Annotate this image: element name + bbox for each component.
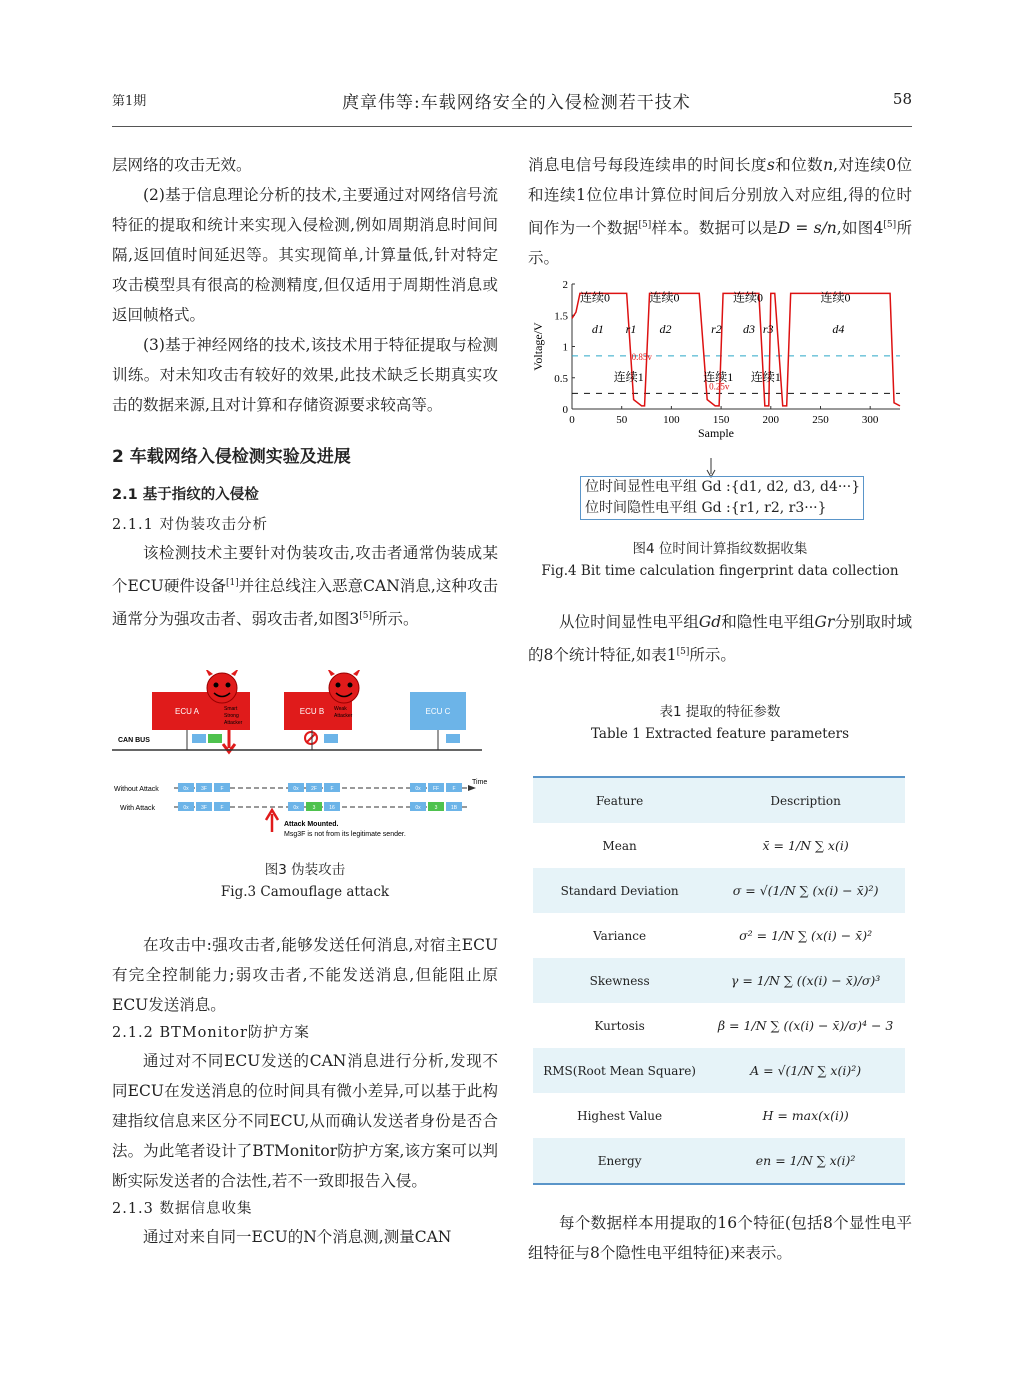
- table-row: [533, 823, 905, 868]
- paragraph: (2)基于信息理论分析的技术,主要通过对网络信号流特征的提取和统计来实现入侵检测,例如周期消息时间间隔,返回值时间延迟等。其实现简单,计算量低,针对特定攻击模型具有很高的检测精度,但仅适用于周期性消息或返回帧格式。: [112, 186, 498, 324]
- svg-text:0x: 0x: [183, 805, 189, 811]
- paragraph: 通过对不同ECU发送的CAN消息进行分析,发现不同ECU在发送消息的位时间具有微小差异,可以基于此构建指纹信息来区分不同ECU,从而确认发送者身份是否合法。为此笔者设计了BTMonitor防护方案,该方案可以判断实际发送者的合法性,若不一致即报告入侵。: [112, 1052, 498, 1190]
- citation[interactable]: [5]: [883, 220, 897, 230]
- svg-text:0x: 0x: [415, 805, 421, 811]
- feature-formula: en = 1/N ∑ x(i)²: [706, 1138, 905, 1183]
- figure-4-caption-cn: 图4 位时间计算指纹数据收集: [632, 541, 808, 557]
- right-column: [528, 150, 912, 273]
- feature-name: Kurtosis: [594, 1018, 645, 1033]
- annotation-d3: d3: [742, 321, 755, 336]
- feature-name: Mean: [602, 838, 637, 853]
- svg-text:3F: 3F: [201, 786, 207, 792]
- figure-3-caption-en: Fig.3 Camouflage attack: [220, 884, 390, 900]
- msg-cell: [192, 734, 206, 743]
- can-bus-label: CAN BUS: [118, 737, 150, 744]
- table-row: [533, 1003, 905, 1048]
- subsection-heading: 2.1 基于指纹的入侵检: [112, 487, 259, 503]
- x-tick-label: 50: [616, 414, 628, 426]
- time-label: Time: [472, 779, 488, 786]
- var-s: s: [766, 156, 775, 174]
- attacker-label: Attacker: [334, 713, 353, 719]
- paragraph: 在攻击中:强攻击者,能够发送任何消息,对宿主ECU有完全控制能力;弱攻击者,不能发送消息,但能阻止原ECU发送消息。: [112, 936, 498, 1014]
- svg-text:0x: 0x: [415, 786, 421, 792]
- ecu-b-label: ECU B: [299, 707, 325, 716]
- svg-text:3: 3: [434, 805, 438, 811]
- x-tick-label: 200: [762, 414, 780, 426]
- running-title: 庹章伟等:车载网络安全的入侵检测若干技术: [342, 93, 691, 113]
- bit-time-group-box: [580, 476, 864, 520]
- table-1-caption-en: Table 1 Extracted feature parameters: [590, 726, 850, 742]
- annotation-r2: r2: [711, 321, 722, 336]
- voltage-series-line: [572, 293, 900, 406]
- camouflage-attack-diagram: [112, 670, 498, 845]
- text: ,对连续0位和连续1位位串计算位时间后分别放入对应组,得的位时间作为一个数据: [528, 156, 912, 238]
- paragraph: 每个数据样本用提取的16个特征(包括8个显性电平组特征与8个隐性电平组特征)来表示。: [528, 1214, 912, 1262]
- attacker-label: Attacker: [224, 720, 243, 726]
- annotation-r3: r3: [762, 321, 774, 336]
- svg-text:F: F: [220, 786, 224, 792]
- recessive-group-label: 位时间隐性电平组 Gd :{r1, r2, r3···}: [585, 500, 827, 516]
- text: 并往总线注入恶意CAN消息,这种攻击通常分为强攻击者、弱攻击者,如图3: [112, 577, 498, 629]
- table-header-row: [533, 778, 905, 823]
- var-gr: Gr: [814, 613, 835, 631]
- annotation-cont0: 连续0: [733, 290, 764, 305]
- table-1-caption-cn: 表1 提取的特征参数: [659, 704, 781, 720]
- feature-name: Skewness: [533, 958, 706, 1003]
- citation[interactable]: [5]: [638, 220, 652, 230]
- annotation-cont1: 连续1: [703, 369, 734, 384]
- annotation-d2: d2: [659, 321, 672, 336]
- x-tick-label: 300: [861, 414, 879, 426]
- figure-3-caption-cn: 图3 伪装攻击: [264, 862, 346, 878]
- text: 所示。: [528, 219, 912, 268]
- left-column: [112, 150, 498, 634]
- citation[interactable]: [1]: [226, 578, 239, 588]
- paragraph: [112, 538, 498, 634]
- citation[interactable]: [5]: [359, 611, 373, 622]
- voltage-chart: [528, 272, 912, 457]
- paragraph: [528, 607, 912, 670]
- text: 所示。: [689, 646, 736, 665]
- x-tick-label: 0: [569, 414, 575, 426]
- threshold-label: 0.25v: [709, 381, 730, 392]
- column-header: Description: [706, 778, 905, 823]
- text: 和位数: [774, 156, 824, 174]
- paragraph: (3)基于神经网络的技术,该技术用于特征提取与检测训练。对未知攻击有较好的效果,此技术缺乏长期真实攻击的数据来源,且对计算和存储资源要求较高等。: [112, 336, 498, 414]
- figure-3: [112, 670, 498, 845]
- svg-text:16: 16: [329, 805, 335, 811]
- annotation-d1: d1: [591, 321, 604, 336]
- text: 从位时间显性电平组: [559, 613, 699, 631]
- svg-text:F: F: [220, 805, 224, 811]
- annotation-cont1: 连续1: [613, 369, 644, 384]
- annotation-d4: d4: [832, 321, 845, 336]
- weak-label: Weak: [334, 706, 347, 712]
- text: 分别取时域的8个统计特征,如表1: [528, 613, 912, 665]
- y-axis-label: Voltage/V: [531, 322, 545, 371]
- svg-text:3: 3: [312, 805, 316, 811]
- paragraph: 层网络的攻击无效。: [112, 156, 252, 174]
- threshold-label: 0.85v: [631, 351, 652, 362]
- without-attack-label: Without Attack: [114, 786, 159, 793]
- figure-4-chart: [528, 272, 912, 457]
- left-column-lower: [112, 930, 498, 1252]
- issue-number: 第1期: [112, 94, 147, 109]
- table-row: [533, 913, 905, 958]
- table-row: [533, 958, 905, 1003]
- right-paragraph-3: [528, 1208, 912, 1268]
- smart-label: Smart: [224, 706, 238, 712]
- annotation-cont1: 连续1: [750, 369, 781, 384]
- feature-name: Standard Deviation: [533, 868, 706, 913]
- text: 消息电信号每段连续串的时间长度: [528, 156, 767, 174]
- figure-4-caption-en: Fig.4 Bit time calculation fingerprint data collection: [541, 563, 899, 579]
- down-arrow-icon: [706, 458, 716, 478]
- var-gd: Gd: [698, 613, 722, 631]
- x-tick-label: 100: [663, 414, 680, 426]
- text: ,如图4: [836, 219, 884, 238]
- var-n: n: [823, 156, 834, 174]
- svg-text:3F: 3F: [201, 805, 207, 811]
- feature-name: Highest Value: [577, 1108, 663, 1123]
- page-number: 58: [892, 90, 912, 108]
- page-header: [112, 86, 912, 127]
- ecu-c-label: ECU C: [425, 707, 451, 716]
- feature-formula: σ = √(1/N ∑ (x(i) − x̄)²): [706, 868, 905, 913]
- msg-cell: [324, 734, 338, 743]
- annotation-cont0: 连续0: [649, 290, 680, 305]
- x-tick-label: 150: [712, 414, 730, 426]
- annotation-cont0: 连续0: [820, 290, 851, 305]
- right-paragraph-2: [528, 607, 912, 670]
- y-tick-label: 0.5: [554, 372, 568, 385]
- feature-formula: β = 1/N ∑ ((x(i) − x̄)/σ)⁴ − 3: [717, 1018, 894, 1033]
- svg-text:FF: FF: [432, 786, 440, 792]
- feature-table: [533, 776, 905, 1185]
- section-heading: 2 车载网络入侵检测实验及进展: [112, 447, 351, 467]
- column-header: Feature: [533, 778, 706, 823]
- y-tick-label: 1: [562, 341, 568, 354]
- subsubsection-heading: 2.1.2 BTMonitor防护方案: [112, 1025, 310, 1041]
- svg-text:1B: 1B: [450, 805, 458, 811]
- y-tick-label: 2: [562, 279, 568, 291]
- ecu-a-label: ECU A: [174, 707, 200, 716]
- y-tick-label: 0: [562, 404, 568, 416]
- text: 所示。: [372, 610, 419, 629]
- with-attack-label: With Attack: [120, 805, 156, 812]
- x-axis-label: Sample: [698, 426, 734, 440]
- msg-cell: [446, 734, 460, 743]
- subsubsection-heading: 2.1.1 对伪装攻击分析: [112, 517, 269, 533]
- svg-text:F: F: [330, 786, 334, 792]
- citation[interactable]: [5]: [676, 647, 690, 657]
- text: 样本。数据可以是: [651, 219, 778, 238]
- strong-label: Strong: [224, 713, 239, 719]
- svg-text:0x: 0x: [293, 786, 299, 792]
- y-tick-label: 1.5: [554, 310, 568, 323]
- feature-formula: x̄ = 1/N ∑ x(i): [762, 838, 849, 853]
- table-row: [533, 1093, 905, 1138]
- annotation-cont0: 连续0: [579, 290, 610, 305]
- attack-mounted-label: Attack Mounted.: [284, 821, 339, 828]
- svg-text:0x: 0x: [183, 786, 189, 792]
- svg-text:2F: 2F: [311, 786, 317, 792]
- feature-formula: H = max(x(i)): [762, 1108, 849, 1123]
- feature-formula: σ² = 1/N ∑ (x(i) − x̄)²: [739, 928, 873, 943]
- attack-note: Msg3F is not from its legitimate sender.: [284, 831, 406, 838]
- table-row: [533, 1138, 905, 1183]
- text: 和隐性电平组: [721, 613, 815, 631]
- annotation-r1: r1: [625, 321, 637, 336]
- feature-name: Energy: [533, 1138, 706, 1183]
- svg-text:F: F: [452, 786, 456, 792]
- feature-formula: A = √(1/N ∑ x(i)²): [706, 1048, 905, 1093]
- feature-name: Variance: [593, 928, 647, 943]
- formula: D = s/n: [777, 219, 837, 238]
- msg-cell: [208, 734, 222, 743]
- subsubsection-heading: 2.1.3 数据信息收集: [112, 1201, 253, 1217]
- paragraph: [528, 150, 912, 273]
- paragraph: 通过对来自同一ECU的N个消息测,测量CAN: [143, 1228, 452, 1246]
- table-row: [533, 1048, 905, 1093]
- x-tick-label: 250: [812, 414, 829, 426]
- feature-name: RMS(Root Mean Square): [533, 1048, 706, 1093]
- text: 该检测技术主要针对伪装攻击,攻击者通常伪装成某个ECU硬件设备: [112, 544, 498, 596]
- dominant-group-label: 位时间显性电平组 Gd :{d1, d2, d3, d4···}: [585, 479, 861, 495]
- feature-formula: γ = 1/N ∑ ((x(i) − x̄)/σ)³: [706, 958, 905, 1003]
- svg-text:0x: 0x: [293, 805, 299, 811]
- table-row: [533, 868, 905, 913]
- feature-table-grid: [533, 778, 905, 1183]
